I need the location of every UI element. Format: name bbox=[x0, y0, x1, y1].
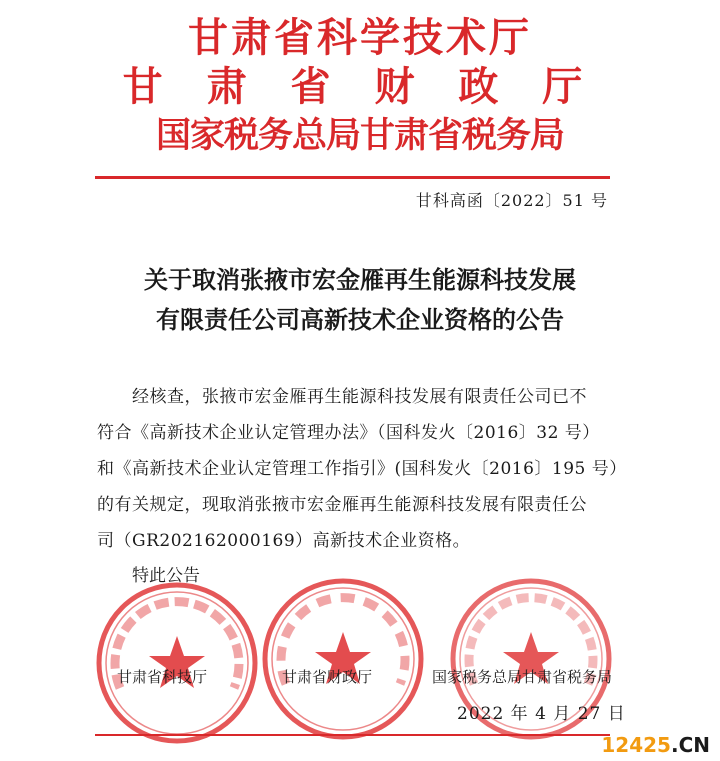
document-title-line-2: 有限责任公司高新技术企业资格的公告 bbox=[156, 305, 564, 334]
star-seal-icon bbox=[258, 574, 428, 744]
body-line: 经核查，张掖市宏金雁再生能源科技发展有限责任公司已不 bbox=[132, 387, 587, 407]
body-line: 符合《高新技术企业认定管理办法》（国科发火〔2016〕32 号） bbox=[97, 423, 600, 443]
signer-science: 甘肃省科技厅 bbox=[117, 668, 208, 686]
header-divider bbox=[95, 176, 610, 179]
closing-text: 特此公告 bbox=[132, 566, 200, 586]
site-watermark bbox=[601, 733, 710, 757]
issuer-title-finance: 甘 肃 省 财 政 厅 bbox=[122, 63, 598, 110]
document-title-line-1: 关于取消张掖市宏金雁再生能源科技发展 bbox=[144, 265, 576, 294]
issue-date: 2022 年 4 月 27 日 bbox=[457, 704, 626, 724]
footer-divider bbox=[95, 734, 610, 736]
document-number: 甘科高函〔2022〕51 号 bbox=[415, 191, 608, 210]
watermark-tld: .CN bbox=[670, 733, 710, 757]
issuer-title-science: 甘肃省科学技术厅 bbox=[188, 14, 532, 61]
star-seal-icon bbox=[92, 578, 262, 748]
body-line: 的有关规定，现取消张掖市宏金雁再生能源科技发展有限责任公 bbox=[97, 495, 587, 515]
body-line: 和《高新技术企业认定管理工作指引》(国科发火〔2016〕195 号） bbox=[97, 459, 627, 479]
issuer-title-tax: 国家税务总局甘肃省税务局 bbox=[155, 115, 564, 156]
watermark-domain: 12425 bbox=[601, 733, 671, 757]
body-line: 司（GR202162000169）高新技术企业资格。 bbox=[97, 531, 471, 551]
signer-tax: 国家税务总局甘肃省税务局 bbox=[432, 668, 613, 686]
signer-finance: 甘肃省财政厅 bbox=[282, 668, 373, 686]
